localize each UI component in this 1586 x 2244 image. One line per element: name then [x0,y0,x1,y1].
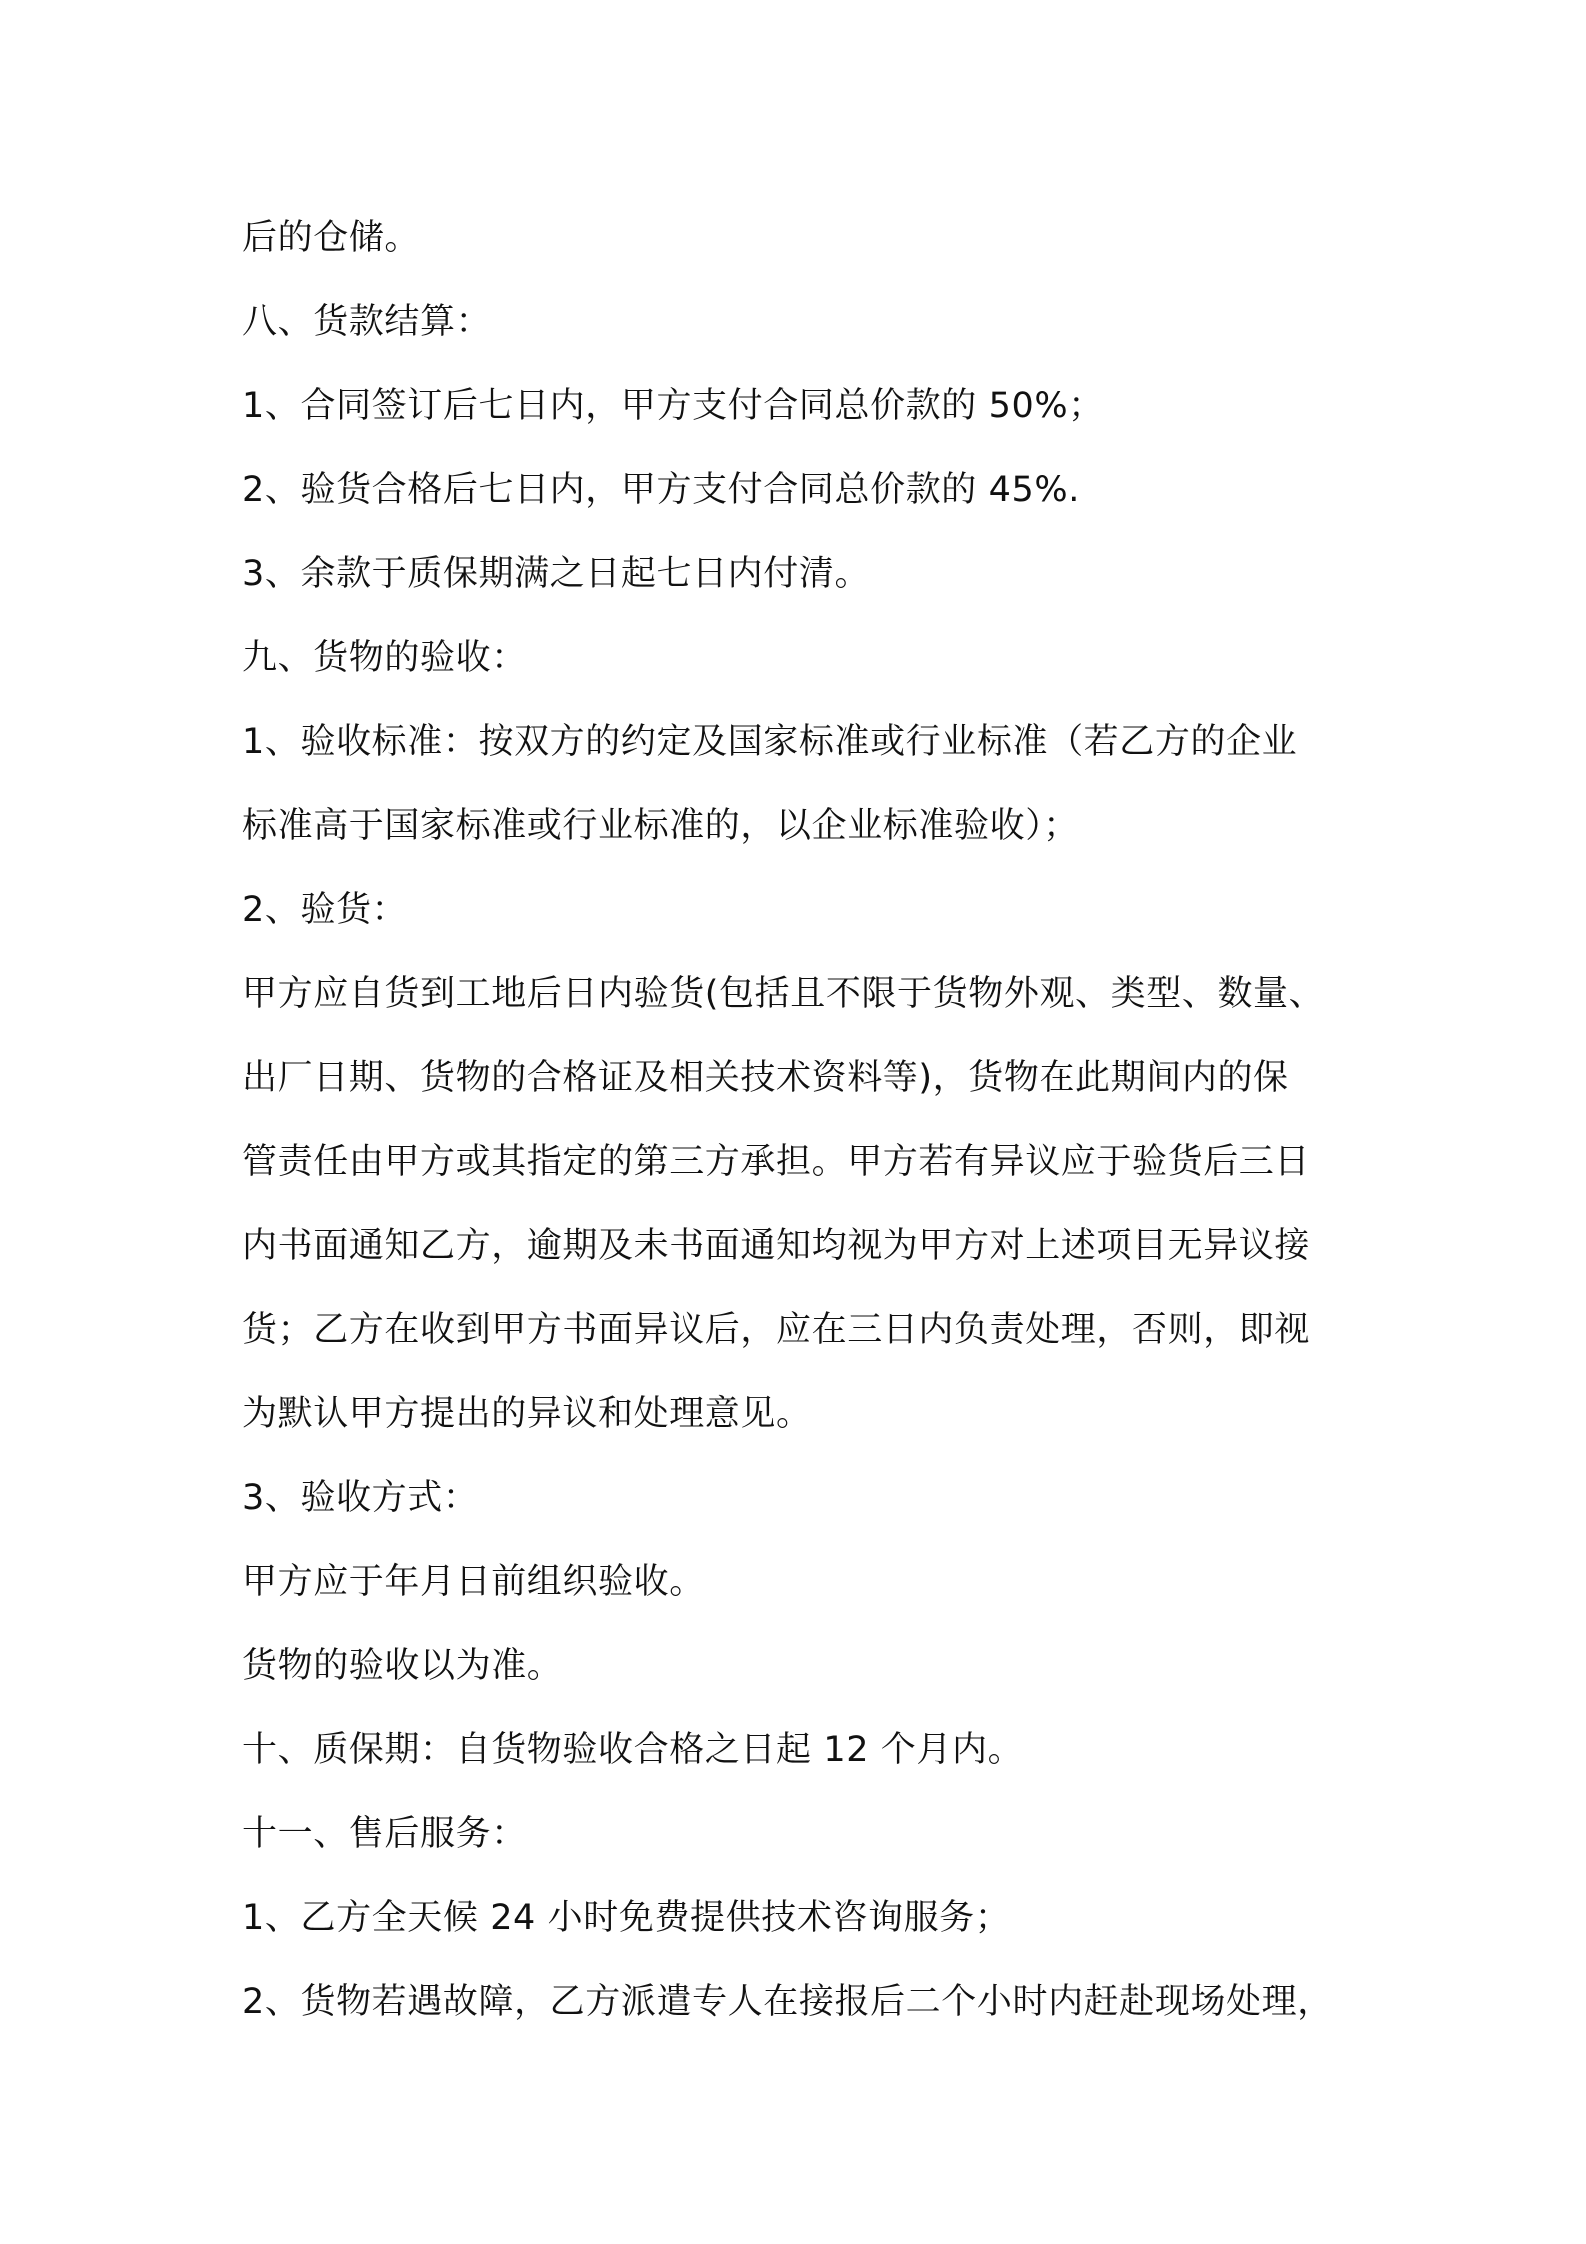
text-line: 货物的验收以为准。 [242,1646,563,1686]
section-heading: 九、货物的验收： [242,638,527,678]
text-line: 甲方应于年月日前组织验收。 [242,1562,705,1602]
text-line: 标准高于国家标准或行业标准的，以企业标准验收）； [242,806,1079,846]
document-body [242,196,1372,2044]
text-line: 2、货物若遇故障，乙方派遣专人在接报后二个小时内赶赴现场处理， [242,1982,1333,2022]
section-heading: 八、货款结算： [242,302,492,342]
text-line: 出厂日期、货物的合格证及相关技术资料等)，货物在此期间内的保 [242,1058,1289,1098]
text-line: 1、乙方全天候 24 小时免费提供技术咨询服务； [242,1898,1011,1938]
section-heading: 十、质保期：自货物验收合格之日起 12 个月内。 [242,1730,1024,1770]
text-line: 为默认甲方提出的异议和处理意见。 [242,1394,812,1434]
text-line: 货；乙方在收到甲方书面异议后，应在三日内负责处理，否则，即视 [242,1310,1311,1350]
text-line: 管责任由甲方或其指定的第三方承担。甲方若有异议应于验货后三日 [242,1142,1311,1182]
text-line: 1、验收标准：按双方的约定及国家标准或行业标准（若乙方的企业 [242,722,1298,762]
section-heading: 十一、售后服务： [242,1814,527,1854]
text-line: 3、验收方式： [242,1478,479,1518]
text-line: 1、合同签订后七日内，甲方支付合同总价款的 50%； [242,386,1104,426]
text-line: 甲方应自货到工地后日内验货(包括且不限于货物外观、类型、数量、 [242,974,1325,1014]
text-line: 2、验货： [242,890,408,930]
text-line: 3、余款于质保期满之日起七日内付清。 [242,554,871,594]
text-line: 2、验货合格后七日内，甲方支付合同总价款的 45%. [242,470,1080,510]
text-line: 内书面通知乙方，逾期及未书面通知均视为甲方对上述项目无异议接 [242,1226,1311,1266]
text-line: 后的仓储。 [242,218,421,258]
